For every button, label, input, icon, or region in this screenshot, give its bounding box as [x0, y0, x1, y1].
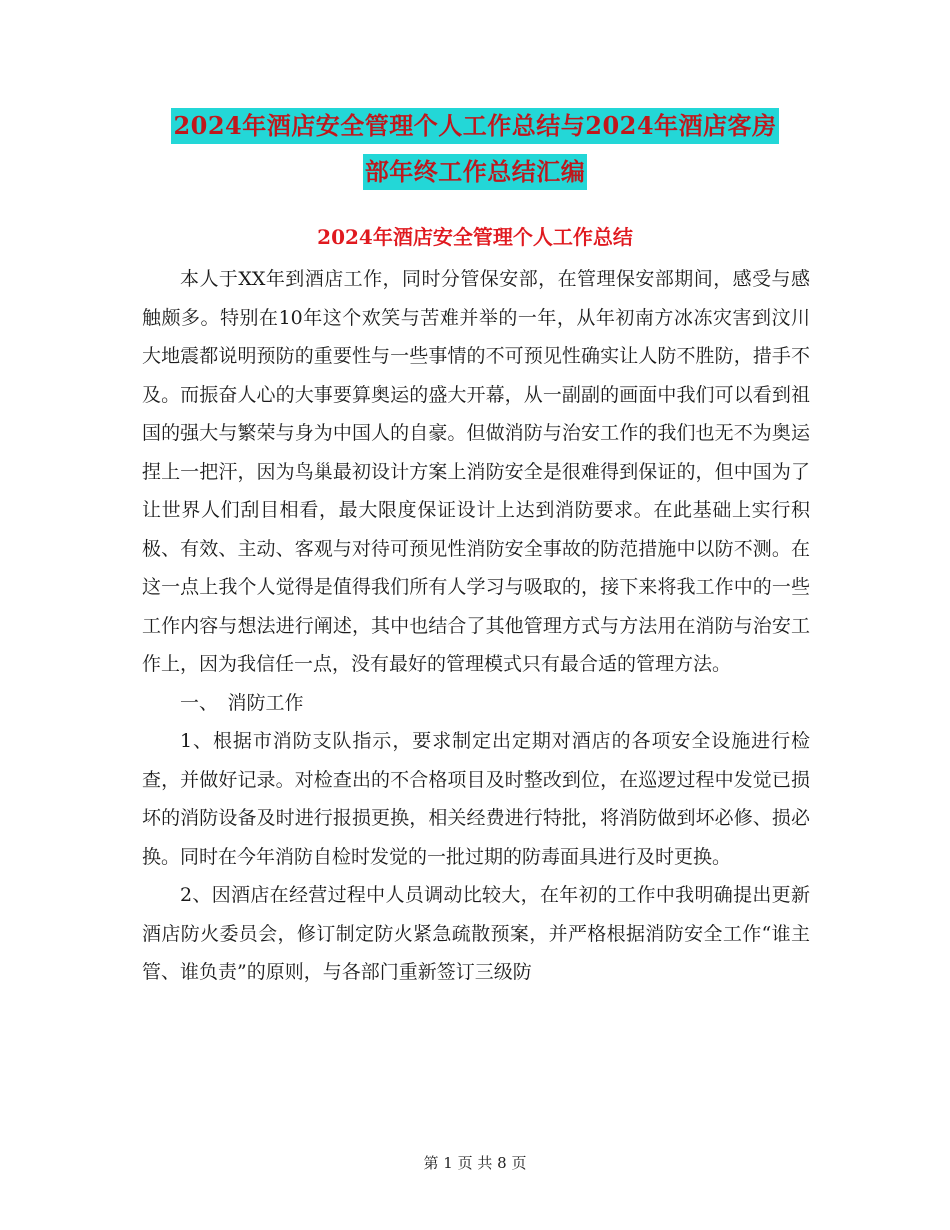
paragraph-item-2: 2、因酒店在经营过程中人员调动比较大，在年初的工作中我明确提出更新酒店防火委员会，修订制定防火紧急疏散预案，并严格根据消防安全工作“谁主管、谁负责”的原则，与各部门重新签订三级防	[142, 884, 810, 983]
document-body	[142, 260, 810, 992]
heading-fire-safety: 一、 消防工作	[180, 691, 304, 714]
paragraph-intro: 本人于XX年到酒店工作，同时分管保安部，在管理保安部期间，感受与感触颇多。特别在10年这个欢笑与苦难并举的一年，从年初南方冰冻灾害到汶川大地震都说明预防的重要性与一些事情的不可预见性确实让人防不胜防，措手不及。而振奋人心的大事要算奥运的盛大开幕，从一副副的画面中我们可以看到祖国的强大与繁荣与身为中国人的自豪。但做消防与治安工作的我们也无不为奥运捏上一把汗，因为鸟巢最初设计方案上消防安全是很难得到保证的，但中国为了让世界人们刮目相看，最大限度保证设计上达到消防要求。在此基础上实行积极、有效、主动、客观与对待可预见性消防安全事故的防范措施中以防不测。在这一点上我个人觉得是值得我们所有人学习与吸取的，接下来将我工作中的一些工作内容与想法进行阐述，其中也结合了其他管理方式与方法用在消防与治安工作上，因为我信任一点，没有最好的管理模式只有最合适的管理方法。	[142, 268, 810, 675]
document-title-line-2: 部年终工作总结汇编	[363, 154, 588, 190]
paragraph-item-1: 1、根据市消防支队指示，要求制定出定期对酒店的各项安全设施进行检查，并做好记录。对检查出的不合格项目及时整改到位，在巡逻过程中发觉已损坏的消防设备及时进行报损更换，相关经费进行特批，将消防做到坏必修、损必换。同时在今年消防自检时发觉的一批过期的防毒面具进行及时更换。	[142, 730, 810, 868]
section-title: 2024年酒店安全管理个人工作总结	[317, 225, 633, 249]
document-title-line-1: 2024年酒店安全管理个人工作总结与2024年酒店客房	[171, 108, 778, 144]
page-footer: 第 1 页 共 8 页	[423, 1154, 527, 1172]
document-title	[0, 108, 950, 190]
